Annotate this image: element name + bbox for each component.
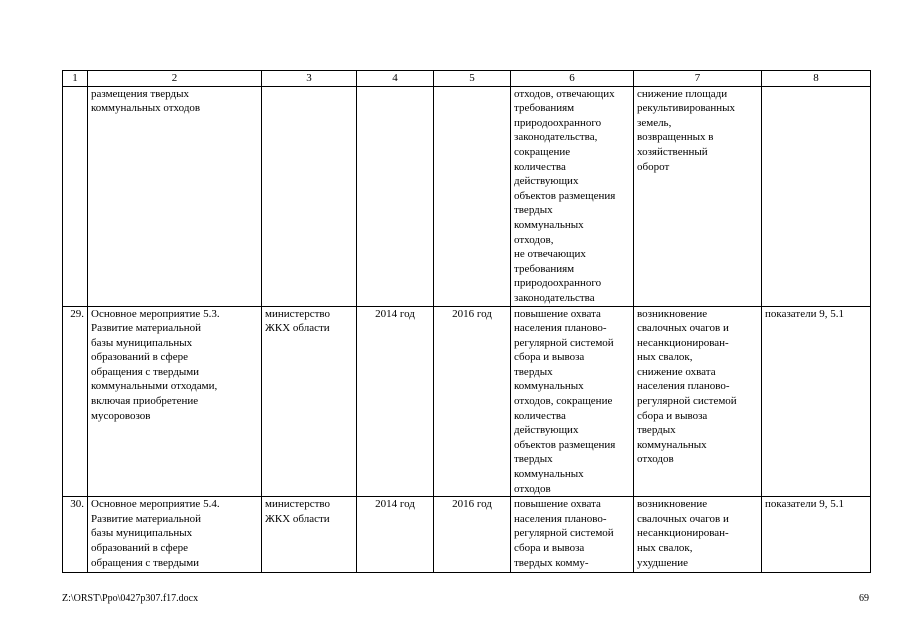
cell-line: отходов <box>637 453 674 466</box>
cell-consequence <box>634 497 762 573</box>
cell-line: твердых <box>637 424 676 437</box>
cell-line: ЖКХ области <box>265 322 330 335</box>
cell-line: твердых <box>514 204 553 217</box>
cell-line: требованиям <box>514 102 575 115</box>
col-header-5: 5 <box>434 71 511 87</box>
cell-line: объектов размещения <box>514 189 616 202</box>
cell-line: действующих <box>514 424 579 437</box>
cell-line: снижение охвата <box>637 365 716 378</box>
cell-line: повышение охвата <box>514 498 601 511</box>
cell-result <box>511 306 634 497</box>
cell-line: министерство <box>265 498 331 511</box>
cell-line: отходов <box>514 482 551 495</box>
cell-line: снижение площади <box>637 87 728 100</box>
cell-activity <box>88 86 262 306</box>
cell-line: свалочных очагов и <box>637 512 729 525</box>
cell-executor <box>262 306 357 497</box>
cell-line: ухудшение <box>637 556 688 569</box>
col-header-6: 6 <box>511 71 634 87</box>
cell-activity <box>88 497 262 573</box>
cell-line: регулярной системой <box>514 527 614 540</box>
cell-activity <box>88 306 262 497</box>
cell-line: министерство <box>265 307 331 320</box>
cell-line: коммунальных <box>514 468 584 481</box>
cell-line: сбора и вывоза <box>514 351 585 364</box>
cell-num: 30. <box>63 497 88 573</box>
cell-line: природоохранного <box>514 116 602 129</box>
cell-start: 2014 год <box>357 306 434 497</box>
cell-line: регулярной системой <box>514 336 614 349</box>
cell-line: регулярной системой <box>637 395 737 408</box>
cell-line: коммунальными отходами, <box>91 380 218 393</box>
cell-line: сокращение <box>514 145 571 158</box>
cell-line: образований в сфере <box>91 542 188 554</box>
col-header-7: 7 <box>634 71 762 87</box>
cell-line: возвращенных в <box>637 131 714 144</box>
program-table <box>62 70 871 573</box>
cell-line: повышение охвата <box>514 307 601 320</box>
cell-line: сбора и вывоза <box>514 542 585 554</box>
file-path: Z:\ORST\Ppo\0427p307.f17.docx <box>62 593 199 604</box>
cell-line: твердых <box>514 365 553 378</box>
cell-line: природоохранного <box>514 277 602 290</box>
cell-line: требованиям <box>514 262 575 275</box>
cell-consequence <box>634 306 762 497</box>
cell-line: населения планово- <box>514 322 607 335</box>
cell-line: базы муниципальных <box>91 527 193 540</box>
cell-line: Основное мероприятие 5.4. <box>91 498 220 511</box>
cell-line: законодательства, <box>514 131 598 144</box>
cell-line: действующих <box>514 175 579 188</box>
cell-line: населения планово- <box>514 512 607 525</box>
cell-line: ЖКХ области <box>265 512 330 525</box>
cell-result <box>511 497 634 573</box>
cell-start: 2014 год <box>357 497 434 573</box>
cell-indicator: показатели 9, 5.1 <box>762 497 871 573</box>
cell-line: земель, <box>637 116 672 129</box>
cell-line: не отвечающих <box>514 248 586 261</box>
col-header-4: 4 <box>357 71 434 87</box>
cell-end: 2016 год <box>434 306 511 497</box>
cell-line: Основное мероприятие 5.3. <box>91 307 220 320</box>
cell-line: законодательства <box>514 291 595 304</box>
cell-indicator <box>762 86 871 306</box>
cell-end <box>434 86 511 306</box>
cell-line: рекультивированных <box>637 102 736 115</box>
cell-line: объектов размещения <box>514 438 616 451</box>
cell-line: обращения с твердыми <box>91 556 200 569</box>
cell-line: размещения твердых <box>91 87 190 100</box>
col-header-3: 3 <box>262 71 357 87</box>
table-row-30 <box>63 497 871 573</box>
col-header-8: 8 <box>762 71 871 87</box>
header-row <box>63 71 871 87</box>
cell-line: образований в сфере <box>91 351 188 364</box>
cell-line: Развитие материальной <box>91 322 202 335</box>
cell-line: коммунальных <box>514 218 584 231</box>
cell-line: твердых <box>514 453 553 466</box>
cell-line: возникновение <box>637 307 708 320</box>
cell-line: несанкционирован- <box>637 527 729 540</box>
cell-line: коммунальных <box>514 380 584 393</box>
cell-start <box>357 86 434 306</box>
col-header-2: 2 <box>88 71 262 87</box>
cell-executor <box>262 86 357 306</box>
table-row-29 <box>63 306 871 497</box>
cell-line: населения планово- <box>637 380 730 393</box>
cell-line: мусоровозов <box>91 409 151 422</box>
cell-result <box>511 86 634 306</box>
cell-consequence <box>634 86 762 306</box>
cell-line: свалочных очагов и <box>637 322 729 335</box>
cell-num: 29. <box>63 306 88 497</box>
cell-end: 2016 год <box>434 497 511 573</box>
cell-line: твердых комму- <box>514 556 589 569</box>
col-header-1: 1 <box>63 71 88 87</box>
cell-line: коммунальных <box>637 438 707 451</box>
cell-line: включая приобретение <box>91 395 199 408</box>
cell-line: отходов, <box>514 233 554 246</box>
cell-line: сбора и вывоза <box>637 409 708 422</box>
cell-line: коммунальных отходов <box>91 102 201 115</box>
cell-line: базы муниципальных <box>91 336 193 349</box>
cell-line: ных свалок, <box>637 351 693 364</box>
cell-line: несанкционирован- <box>637 336 729 349</box>
cell-line: возникновение <box>637 498 708 511</box>
cell-line: оборот <box>637 160 670 173</box>
cell-line: количества <box>514 160 566 173</box>
cell-line: количества <box>514 409 566 422</box>
cell-line: отходов, отвечающих <box>514 87 615 100</box>
cell-indicator: показатели 9, 5.1 <box>762 306 871 497</box>
table-row-continuation <box>63 86 871 306</box>
cell-num <box>63 86 88 306</box>
cell-line: Развитие материальной <box>91 512 202 525</box>
cell-line: ных свалок, <box>637 542 693 554</box>
cell-executor <box>262 497 357 573</box>
cell-line: обращения с твердыми <box>91 365 200 378</box>
cell-line: отходов, сокращение <box>514 395 613 408</box>
page-number: 69 <box>859 593 869 604</box>
cell-line: хозяйственный <box>637 145 708 158</box>
